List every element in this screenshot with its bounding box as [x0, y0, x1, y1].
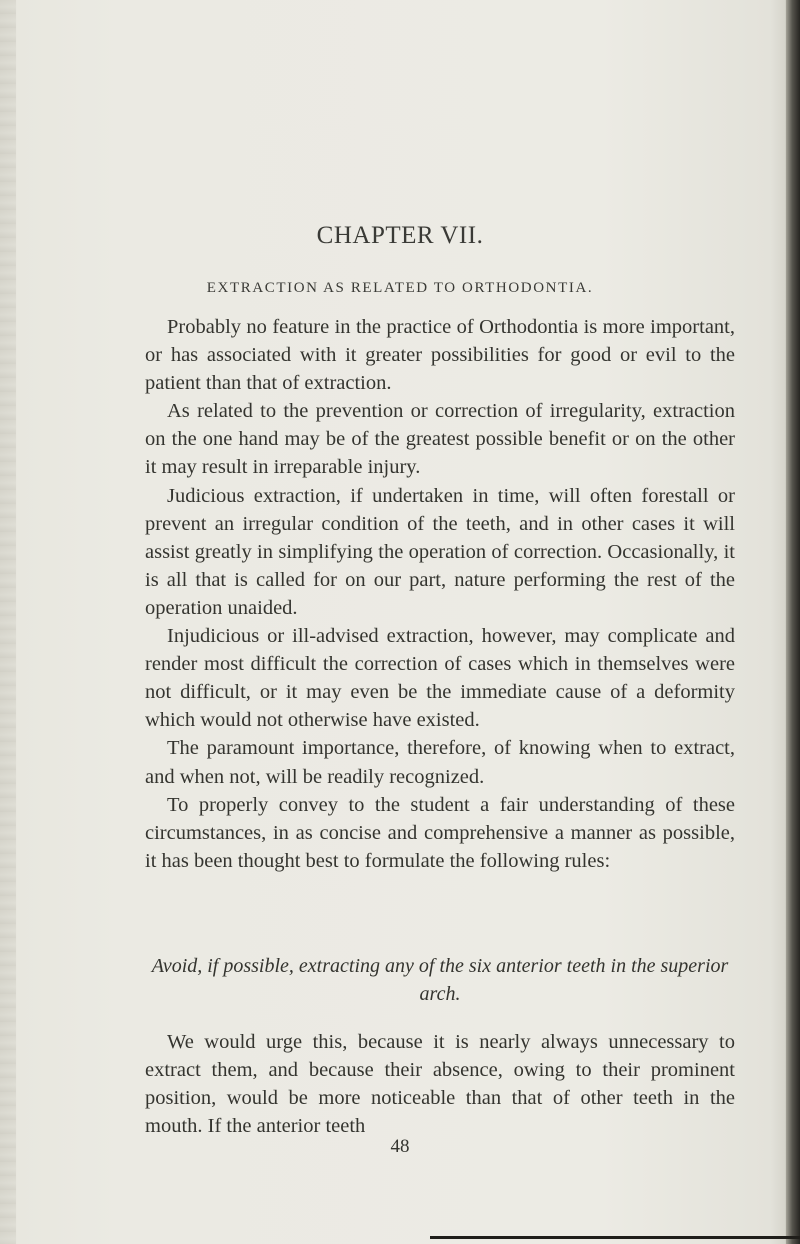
page-gutter [0, 0, 16, 1244]
paragraph: The paramount importance, therefore, of knowing when to extract, and when not, will be readily recognized. [145, 737, 735, 788]
paragraph: Probably no feature in the practice of Orthodontia is more important, or has associated with it greater possibilities for good or evil to the patient than that of extraction. [145, 316, 735, 395]
paragraph: Judicious extraction, if undertaken in time, will often forestall or prevent an irregular condition of the teeth, and in other cases it will assist greatly in simplifying the operation of correction. Occasionally, it is all that is called for on our part, nature performing the rest of the operation unaided. [145, 484, 735, 619]
paragraph: We would urge this, because it is nearly always unnecessary to extract them, and because their absence, owing to their prominent position, would be more noticeable than that of other teeth in the mouth. If the anterior teeth [145, 1031, 735, 1138]
paragraph: Injudicious or ill-advised extraction, however, may complicate and render most difficult the correction of cases which in themselves were not difficult, or it may even be the immediate cause of a deformity which would not otherwise have existed. [145, 625, 735, 732]
body-text [145, 313, 735, 875]
chapter-heading: CHAPTER VII. [316, 222, 484, 249]
page-bottom-edge [430, 1236, 800, 1239]
section-title: EXTRACTION AS RELATED TO ORTHODONTIA. [206, 280, 594, 296]
page-edge-shadow [786, 0, 800, 1244]
paragraph: To properly convey to the student a fair understanding of these circumstances, in as concise and comprehensive a manner as possible, it has been thought best to formulate the following rules: [145, 793, 735, 872]
paragraph: As related to the prevention or correction of irregularity, extraction on the one hand may be of the greatest possible benefit or on the other it may result in irreparable injury. [145, 400, 735, 479]
page-number: 48 [390, 1136, 410, 1157]
body-text-continued [145, 1028, 735, 1140]
rule-statement: Avoid, if possible, extracting any of the six anterior teeth in the superior arch. [151, 955, 729, 1005]
